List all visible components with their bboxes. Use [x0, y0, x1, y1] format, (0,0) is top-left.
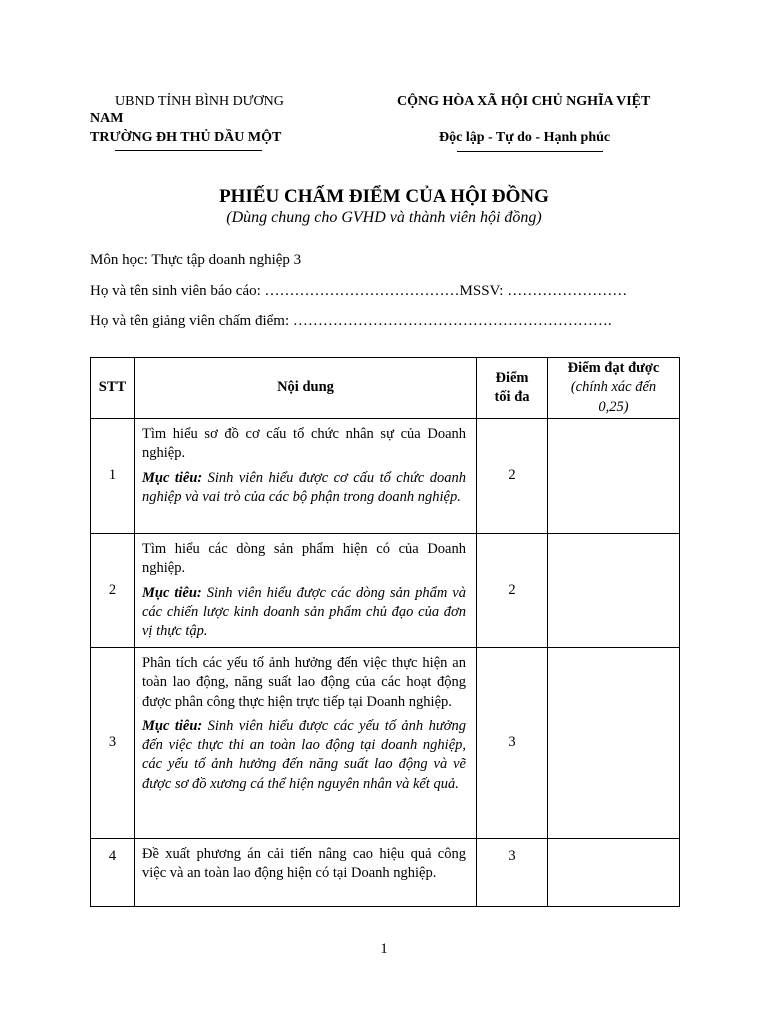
row-goal	[142, 717, 466, 794]
left-header-underline	[115, 150, 262, 151]
right-header-nation: CỘNG HÒA XÃ HỘI CHỦ NGHĨA VIỆT	[397, 94, 651, 109]
header-achieved-line1: Điểm đạt được	[567, 360, 660, 377]
row-achieved-score[interactable]	[548, 648, 680, 839]
row-max-score: 3	[477, 648, 548, 839]
student-line: Họ và tên sinh viên báo cáo: …………………………………MSSV: ……………………	[90, 283, 628, 299]
table-row	[91, 648, 680, 839]
row-task: Đề xuất phương án cải tiến nâng cao hiệu quả công việc và an toàn lao động hiện có tại Doanh nghiệp.	[142, 846, 466, 882]
row-goal	[142, 469, 466, 508]
row-goal	[142, 584, 466, 642]
right-header-underline	[457, 151, 603, 152]
row-task: Tìm hiểu các dòng sản phẩm hiện có của Doanh nghiệp.	[142, 541, 466, 577]
goal-text: Sinh viên hiểu được các dòng sản phẩm và các chiến lược kinh doanh sản phẩm chủ đạo của đơn vị thực tập.	[142, 584, 466, 640]
row-achieved-score[interactable]	[548, 534, 680, 648]
course-line: Môn học: Thực tập doanh nghiệp 3	[90, 252, 302, 268]
row-max-score: 2	[477, 534, 548, 648]
row-content	[135, 648, 477, 839]
right-header-motto: Độc lập - Tự do - Hạnh phúc	[439, 130, 611, 145]
grader-line: Họ và tên giảng viên chấm điểm: ……………………………………………………….	[90, 313, 612, 329]
row-stt: 1	[91, 419, 135, 534]
row-stt: 2	[91, 534, 135, 648]
goal-text: Sinh viên hiểu được các yếu tố ảnh hưởng đến việc thực thi an toàn lao động tại doanh nghiệp, các yếu tố ảnh hưởng đến năng suất lao động và vẽ được sơ đồ xương cá thể hiện nguyên nhân và kết quả.	[142, 717, 467, 792]
page-subtitle: (Dùng chung cho GVHD và thành viên hội đồng)	[226, 209, 542, 226]
table-header-row	[91, 358, 680, 419]
goal-text: Sinh viên hiểu được cơ cấu tổ chức doanh nghiệp và vai trò của các bộ phận trong doanh nghiệp.	[142, 469, 467, 505]
left-header-line1: UBND TỈNH BÌNH DƯƠNG	[115, 94, 284, 109]
header-stt: STT	[91, 358, 135, 419]
row-max-score: 2	[477, 419, 548, 534]
row-achieved-score[interactable]	[548, 839, 680, 907]
row-task: Tìm hiểu sơ đồ cơ cấu tổ chức nhân sự của Doanh nghiệp.	[142, 426, 466, 462]
row-content	[135, 534, 477, 648]
header-achieved-score	[548, 358, 680, 419]
row-content	[135, 839, 477, 907]
header-achieved-line2: (chính xác đến	[570, 379, 657, 396]
header-achieved-line3: 0,25)	[598, 398, 629, 415]
table-row	[91, 419, 680, 534]
goal-label: Mục tiêu:	[142, 469, 203, 486]
row-stt: 4	[91, 839, 135, 907]
row-stt: 3	[91, 648, 135, 839]
header-max-line2: tối đa	[494, 389, 530, 405]
header-max-score	[477, 358, 548, 419]
table-row	[91, 839, 680, 907]
goal-label: Mục tiêu:	[142, 717, 203, 734]
row-max-score: 3	[477, 839, 548, 907]
left-header-school: TRƯỜNG ĐH THỦ DẦU MỘT	[90, 130, 282, 145]
table-row	[91, 534, 680, 648]
score-table	[90, 357, 680, 907]
left-header-line2: NAM	[90, 111, 124, 126]
page-title: PHIẾU CHẤM ĐIỂM CỦA HỘI ĐỒNG	[219, 186, 549, 207]
header-content: Nội dung	[135, 358, 477, 419]
row-achieved-score[interactable]	[548, 419, 680, 534]
goal-label: Mục tiêu:	[142, 584, 202, 601]
header-max-line1: Điểm	[495, 369, 529, 386]
row-task: Phân tích các yếu tố ảnh hưởng đến việc thực hiện an toàn lao động, năng suất lao động của các hoạt động được phân công thực hiện trực tiếp tại Doanh nghiệp.	[142, 655, 466, 710]
page-number: 1	[380, 941, 388, 957]
row-content	[135, 419, 477, 534]
